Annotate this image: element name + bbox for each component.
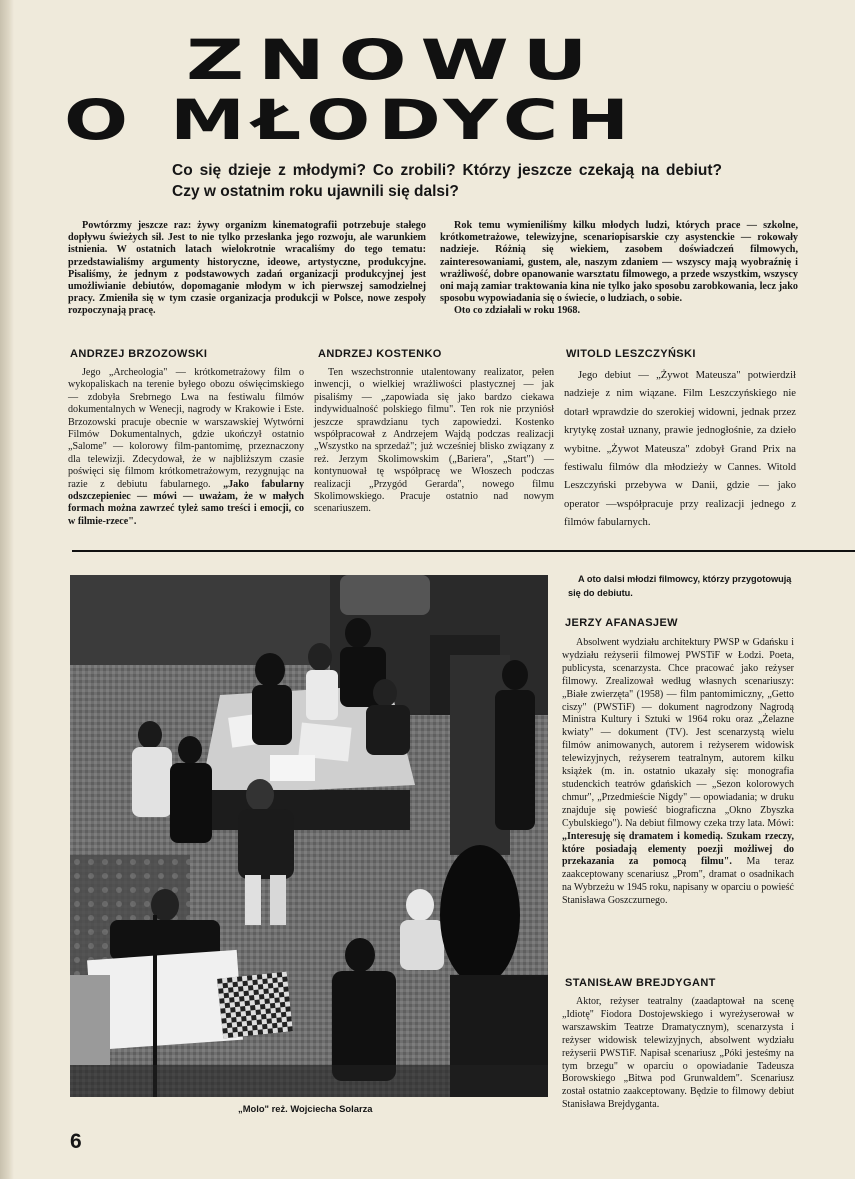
bio-text-afanasjew [562,637,794,908]
bio-text-brejdygant: Aktor, reżyser teatralny (zaadaptował na scenę „Idiotę" Fiodora Dostojewskiego i wyreżyserował w warszawskim Teatrze Dramatycznym), scenarzysta i reżyser widowisk telewizyjnych, absolwent wydziału reżyserii PWSTiF. Napisał scenariusz „Póki jesteśmy na tym brzegu" w oparciu o opowiadanie Tadeusza Borowskiego „Bitwa pod Grunwaldem". Scenariusz został ostatnio zaakceptowany. Będzie to filmowy debiut Stanisława Brejdyganta. [562,996,794,1111]
headline-line-1: ZNOWU [186,27,602,93]
bio-name-afanasjew: JERZY AFANASJEW [565,617,678,629]
bio-name-brejdygant: STANISŁAW BREJDYGANT [565,977,716,989]
page-number: 6 [70,1130,82,1153]
intro-right-paragraph-2: Oto co zdziałali w roku 1968. [454,305,581,317]
lead-paragraph: Co się dzieje z młodymi? Co zrobili? Którzy jeszcze czekają na debiut? Czy w ostatnim roku ujawnili się dalsi? [172,162,722,200]
intro-left-column: Powtórzmy jeszcze raz: żywy organizm kinematografii potrzebuje stałego dopływu świeżych sił. Jest to nie tylko przesłanka jego rozwoju, ale warunkiem istnienia. W ostatnich latach wielokrotnie wracaliśmy do tego tematu: przedstawialiśmy argumenty historyczne, ideowe, artystyczne, produkcyjne. Pisaliśmy, że jednym z podstawowych zadań organizacji produkcyjnej jest umożliwianie debiutów, dopomaganie młodym w ich pierwszej samodzielnej pracy. Zmieniła się w tym czasie organizacja produkcji w Polsce, nowe zespoły rozpoczynają pracę. [68,220,426,317]
section-divider [72,550,855,552]
bio-body: Jego „Archeologia" — krótkometrażowy film o wykopaliskach na terenie byłego obozu oświęcimskiego — zdobyła Srebrnego Lwa na festiwalu filmów dokumentalnych w Wenecji, nagrody w Krakowie i Este. Brzozowski pracuje obecnie w warszawskiej Wytwórni Filmów Dokumentalnych, gdzie ukończył ostatnio „Salome" — kolorowy film-pantomimę, przeznaczony dla telewizji. Zdecydował, że w najbliższym czasie poświęci się filmom krótkometrażowym, rezygnując na razie z debiutu fabularnego. [68,367,304,490]
bio-quote: „Jako fabularny odszczepieniec — mówi — uważam, że w małych formach można zawrzeć tyleż samo treści i emocji, co w filmie-rzece". [68,478,304,527]
photo-caption: „Molo" reż. Wojciecha Solarza [238,1103,373,1114]
bio-text-brzozowski [68,367,304,528]
bio-text-leszczynski: Jego debiut — „Żywot Mateusza" potwierdził nadzieje z nim wiązane. Film Leszczyńskiego nie dotarł wprawdzie do szerokiej widowni, jednak przez krytykę został uznany, prawie jednogłośnie, za dzieło wybitne. „Żywot Mateusza" zdobył Grand Prix na festiwalu filmów dla młodzieży w Cannes. Witold Leszczyński przebywa w Danii, gdzie — jako operator —współpracuje przy realizacji jednego z filmów fabularnych. [564,370,796,529]
headline-line-2: O MŁODYCH [64,87,637,153]
bio-body-end: Ma teraz zaakceptowany scenariusz „Prom", dramat o osadnikach na Wybrzeżu w 1945 roku, napisany w oparciu o powieść Stanisława Goszczurnego. [562,856,794,907]
intro-right-paragraph-1: Rok temu wymieniliśmy kilku młodych ludzi, których prace — szkolne, krótkometrażowe, telewizyjne, scenariopisarskie czy asystenckie — rokowały nadzieje. Różnią się wiekiem, zasobem doświadczeń filmowych, zainteresowaniami, gustem, ale, naszym zdaniem — wszyscy mają wyobraźnię i wrażliwość, dobre opanowanie warsztatu filmowego, a przede wszystkim, wszyscy oni mają zamiar traktowania kina nie tylko jako sposobu zarobkowania, lecz jako sposobu wypowiadania się o świecie, o ludziach, o sobie. [440,220,798,305]
page-binding-edge [0,0,14,1179]
bio-body: Absolwent wydziału architektury PWSP w Gdańsku i wydziału reżyserii filmowej PWSTiF w Łodzi. Poeta, publicysta, scenarzysta. Chce pracować jako reżyser filmowy. Zrealizował według własnych scenariuszy: „Białe zwierzęta" (1958) — film pantomimiczny, „Getto ciszy" (PWSTiF) — dokument nagrodzony Nagrodą Ministra Kultury i Sztuki w 1964 roku oraz „Żelazne kwiaty" — dokument (TV). Jest scenarzystą wielu filmów animowanych, autorem i reżyserem widowisk telewizyjnych, reżyserem teatralnym, autorem kilku książek (m. in. ostatnio ukazały się: monografia studenckich teatrów gdańskich — „Sezon kolorowych chmur", „Przedmieście Nigdy" — opowiadania; w druku znajduje się powieść biograficzna „Okno Zbyszka Cybulskiego"). Na debiut filmowy czeka trzy lata. Mówi: [562,637,794,829]
intro-right-column [440,220,798,318]
side-intro: A oto dalsi młodzi filmowcy, którzy przygotowują się do debiutu. [568,574,792,598]
film-still-photo [70,575,548,1097]
bio-name-kostenko: ANDRZEJ KOSTENKO [318,348,442,360]
bio-text-kostenko: Ten wszechstronnie utalentowany realizator, pełen inwencji, o wielkiej wrażliwości plastycznej — jak pisaliśmy — „zapowiada się jako bardzo ciekawa indywidualność polskiego filmu". Ten rok nie przyniósł jeszcze sprawdzianu tych zapowiedzi. Kostenko współpracował z Andrzejem Wajdą podczas realizacji „Wszystko na sprzedaż"; już wcześniej blisko związany z reż. Jerzym Skolimowskim („Bariera", „Start") — kontynuował tę współpracę we Włoszech podczas realizacji „Przygód Gerarda", nowego filmu Skolimowskiego. Pracuje ostatnio nad nowym scenariuszem. [314,367,554,515]
photo-illustration [70,575,548,1097]
bio-quote: „Interesuję się dramatem i komedią. Szukam rzeczy, które posiadają elementy poezji możliwej do przekazania za pomocą filmu". [562,830,794,868]
bio-name-leszczynski: WITOLD LESZCZYŃSKI [566,348,696,360]
bio-name-brzozowski: ANDRZEJ BRZOZOWSKI [70,348,208,360]
